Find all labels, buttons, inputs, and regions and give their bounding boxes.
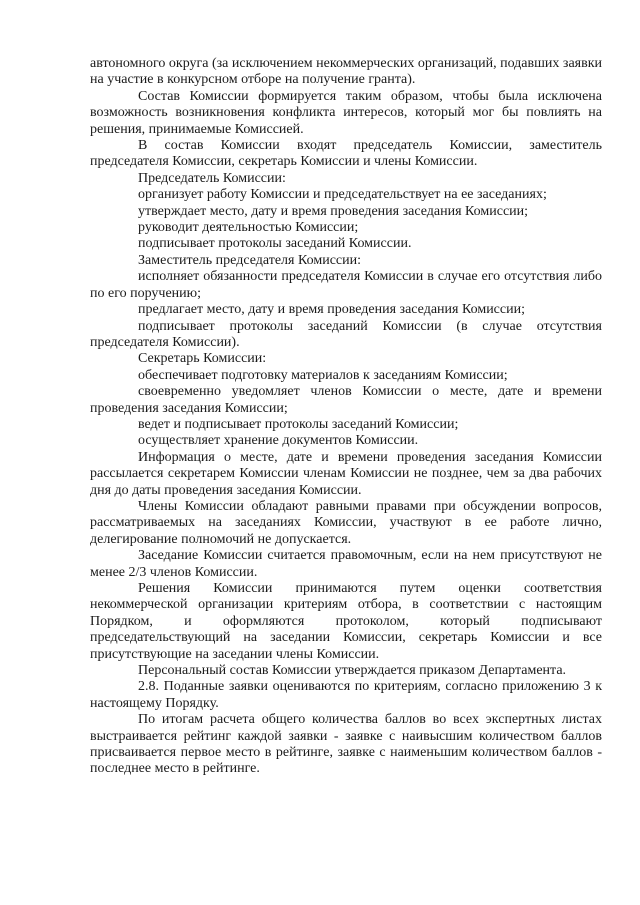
heading-deputy-chairman: Заместитель председателя Комиссии: bbox=[138, 252, 361, 268]
paragraph-decisions: Решения Комиссии принимаются путем оценки соответствия некоммерческой организации критериям отбора, в соответствии с настоящим Порядком, и оформляются протоколом, который подписывают председательствующий на заседании Комиссии, секретарь Комиссии и все присутствующие на заседании члены Комиссии. bbox=[90, 581, 602, 662]
list-item: подписывает протоколы заседаний Комиссии (в случае отсутствия председателя Комиссии). bbox=[90, 318, 602, 350]
list-item: обеспечивает подготовку материалов к заседаниям Комиссии; bbox=[138, 367, 508, 383]
paragraph-composition: Состав Комиссии формируется таким образом, чтобы была исключена возможность возникновения конфликта интересов, который мог бы повлиять на решения, принимаемые Комиссией. bbox=[90, 88, 602, 137]
paragraph-personal-composition: Персональный состав Комиссии утверждается приказом Департамента. bbox=[138, 663, 567, 679]
list-item: руководит деятельностью Комиссии; bbox=[138, 220, 359, 236]
list-item: ведет и подписывает протоколы заседаний Комиссии; bbox=[138, 416, 459, 432]
document-page bbox=[90, 56, 602, 778]
list-item: предлагает место, дату и время проведения заседания Комиссии; bbox=[138, 302, 525, 318]
list-item: организует работу Комиссии и председательствует на ее заседаниях; bbox=[138, 187, 547, 203]
list-item: осуществляет хранение документов Комиссии. bbox=[138, 433, 419, 449]
paragraph-rating: По итогам расчета общего количества баллов во всех экспертных листах выстраивается рейтинг каждой заявки - заявке с наивысшим количеством баллов присваивается первое место в рейтинге, заявке с наименьшим количеством баллов - последнее место в рейтинге. bbox=[90, 712, 602, 777]
heading-chairman: Председатель Комиссии: bbox=[138, 170, 286, 186]
list-item: подписывает протоколы заседаний Комиссии. bbox=[138, 236, 412, 252]
list-item: утверждает место, дату и время проведения заседания Комиссии; bbox=[138, 203, 529, 219]
paragraph-quorum: Заседание Комиссии считается правомочным, если на нем присутствуют не менее 2/3 членов Комиссии. bbox=[90, 548, 602, 580]
paragraph-members: В состав Комиссии входят председатель Комиссии, заместитель председателя Комиссии, секретарь Комиссии и члены Комиссии. bbox=[90, 138, 602, 170]
paragraph-notification: Информация о месте, дате и времени проведения заседания Комиссии рассылается секретарем Комиссии членам Комиссии не позднее, чем за два рабочих дня до даты проведения заседания Комиссии. bbox=[90, 449, 602, 498]
list-item: исполняет обязанности председателя Комиссии в случае его отсутствия либо по его поручению; bbox=[90, 269, 602, 301]
paragraph-continuation: автономного округа (за исключением некоммерческих организаций, подавших заявки на участие в конкурсном отборе на получение гранта). bbox=[90, 56, 602, 88]
paragraph-member-rights: Члены Комиссии обладают равными правами при обсуждении вопросов, рассматриваемых на заседаниях Комиссии, участвуют в ее работе лично, делегирование полномочий не допускается. bbox=[90, 498, 602, 547]
paragraph-section-2-8: 2.8. Поданные заявки оцениваются по критериям, согласно приложению 3 к настоящему Порядку. bbox=[90, 679, 602, 711]
list-item: своевременно уведомляет членов Комиссии о месте, дате и времени проведения заседания Комиссии; bbox=[90, 384, 602, 416]
heading-secretary: Секретарь Комиссии: bbox=[138, 351, 267, 367]
